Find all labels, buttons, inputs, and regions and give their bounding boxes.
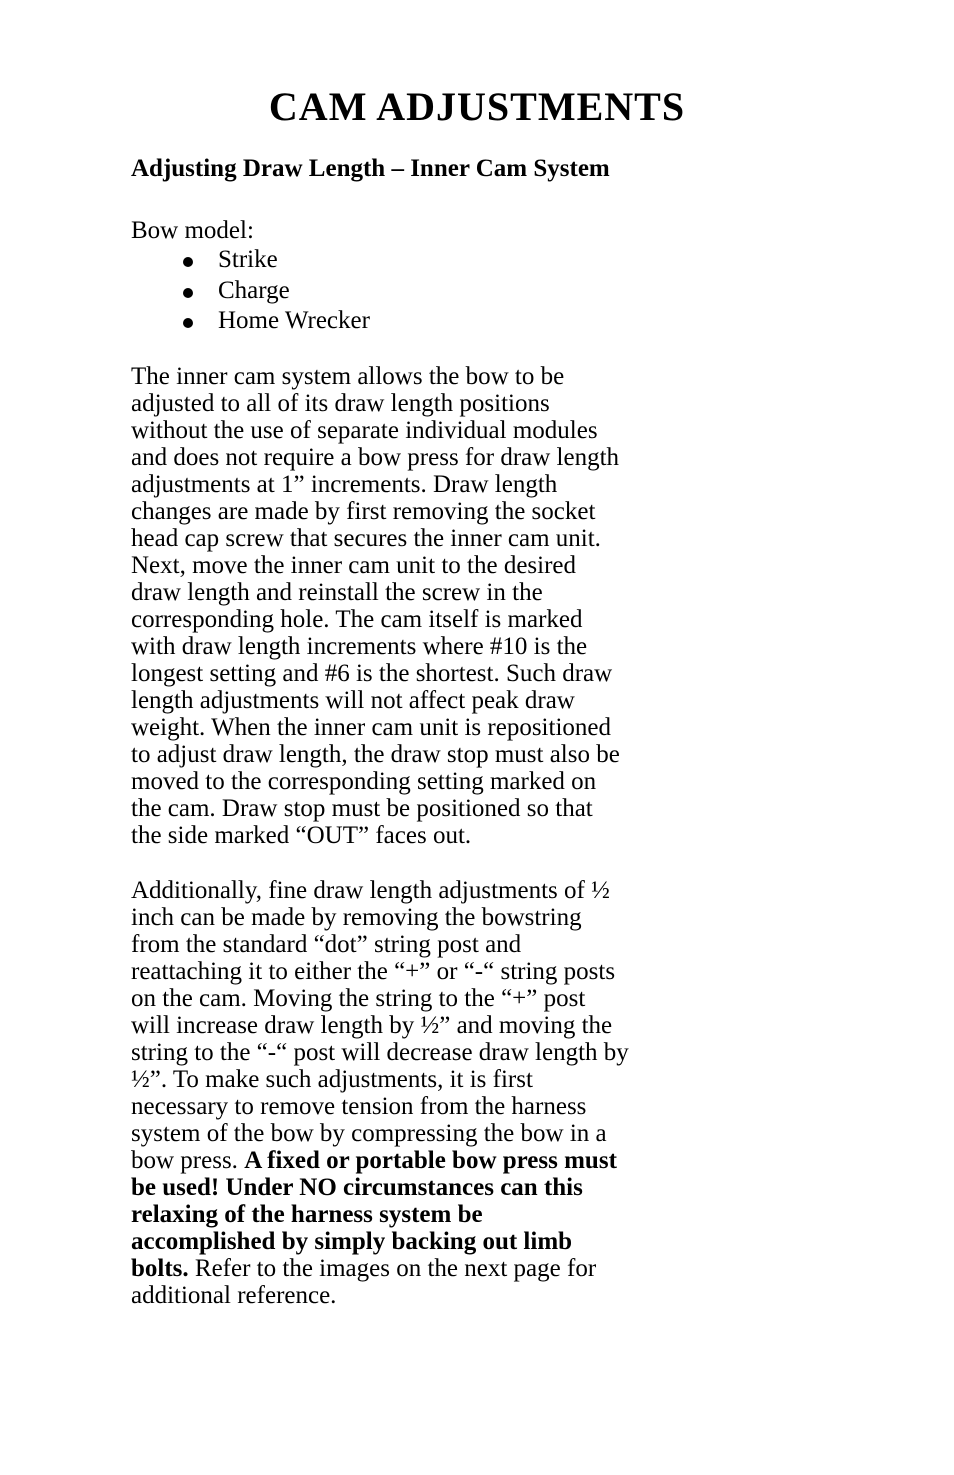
text-line: necessary to remove tension from the harness	[131, 1093, 587, 1120]
text-line	[131, 1255, 831, 1282]
text-line: inch can be made by removing the bowstring	[131, 904, 582, 931]
bow-model-list	[131, 245, 370, 337]
bow-model-strike: Strike	[218, 246, 278, 273]
text-line: without the use of separate individual modules	[131, 417, 598, 444]
section-heading: Adjusting Draw Length – Inner Cam System	[131, 155, 610, 182]
text-line: the cam. Draw stop must be positioned so that	[131, 795, 593, 822]
text-line: ½”. To make such adjustments, it is first	[131, 1066, 533, 1093]
bullet-icon	[183, 257, 193, 267]
text-line: adjusted to all of its draw length positions	[131, 390, 550, 417]
warning-text: accomplished by simply backing out limb	[131, 1228, 573, 1255]
bullet-icon	[183, 288, 193, 298]
fine-adjustment-paragraph	[131, 877, 831, 1309]
text-line: and does not require a bow press for draw length	[131, 444, 620, 471]
text-line: weight. When the inner cam unit is repositioned	[131, 714, 611, 741]
text-line: head cap screw that secures the inner cam unit.	[131, 525, 601, 552]
text-line: longest setting and #6 is the shortest. Such draw	[131, 660, 613, 687]
text-line: The inner cam system allows the bow to be	[131, 363, 565, 390]
text-normal: Refer to the images on the next page for	[188, 1255, 597, 1282]
list-item	[131, 245, 370, 276]
text-line: draw length and reinstall the screw in the	[131, 579, 543, 606]
text-line: additional reference.	[131, 1282, 337, 1309]
warning-text: relaxing of the harness system be	[131, 1201, 483, 1228]
bow-model-home-wrecker: Home Wrecker	[218, 307, 370, 334]
text-line: reattaching it to either the “+” or “-“ string posts	[131, 958, 616, 985]
text-line: Additionally, fine draw length adjustments of ½	[131, 877, 610, 904]
text-line: changes are made by first removing the socket	[131, 498, 596, 525]
text-line: from the standard “dot” string post and	[131, 931, 522, 958]
text-line: string to the “-“ post will decrease draw length by	[131, 1039, 629, 1066]
page-title: CAM ADJUSTMENTS	[268, 84, 686, 129]
warning-text: bolts.	[131, 1255, 189, 1282]
text-line: length adjustments will not affect peak draw	[131, 687, 575, 714]
warning-text: be used! Under NO circumstances can this	[131, 1174, 583, 1201]
text-line: on the cam. Moving the string to the “+” post	[131, 985, 586, 1012]
inner-cam-paragraph	[131, 363, 831, 849]
warning-text: A fixed or portable bow press must	[244, 1147, 617, 1174]
bow-model-charge: Charge	[218, 276, 290, 304]
text-line: moved to the corresponding setting marked on	[131, 768, 597, 795]
text-line	[131, 1147, 831, 1174]
bullet-icon	[183, 318, 193, 328]
text-line: adjustments at 1” increments. Draw length	[131, 471, 558, 498]
text-line: the side marked “OUT” faces out.	[131, 822, 472, 849]
text-line: will increase draw length by ½” and moving the	[131, 1012, 613, 1039]
text-line: to adjust draw length, the draw stop must also be	[131, 741, 620, 768]
text-line: system of the bow by compressing the bow in a	[131, 1120, 607, 1147]
bow-model-label: Bow model:	[131, 217, 254, 244]
text-line: Next, move the inner cam unit to the desired	[131, 552, 577, 579]
text-line: with draw length increments where #10 is the	[131, 633, 588, 660]
text-normal: bow press.	[131, 1147, 245, 1174]
list-item	[131, 276, 370, 307]
text-line: corresponding hole. The cam itself is marked	[131, 606, 583, 633]
list-item	[131, 306, 370, 337]
